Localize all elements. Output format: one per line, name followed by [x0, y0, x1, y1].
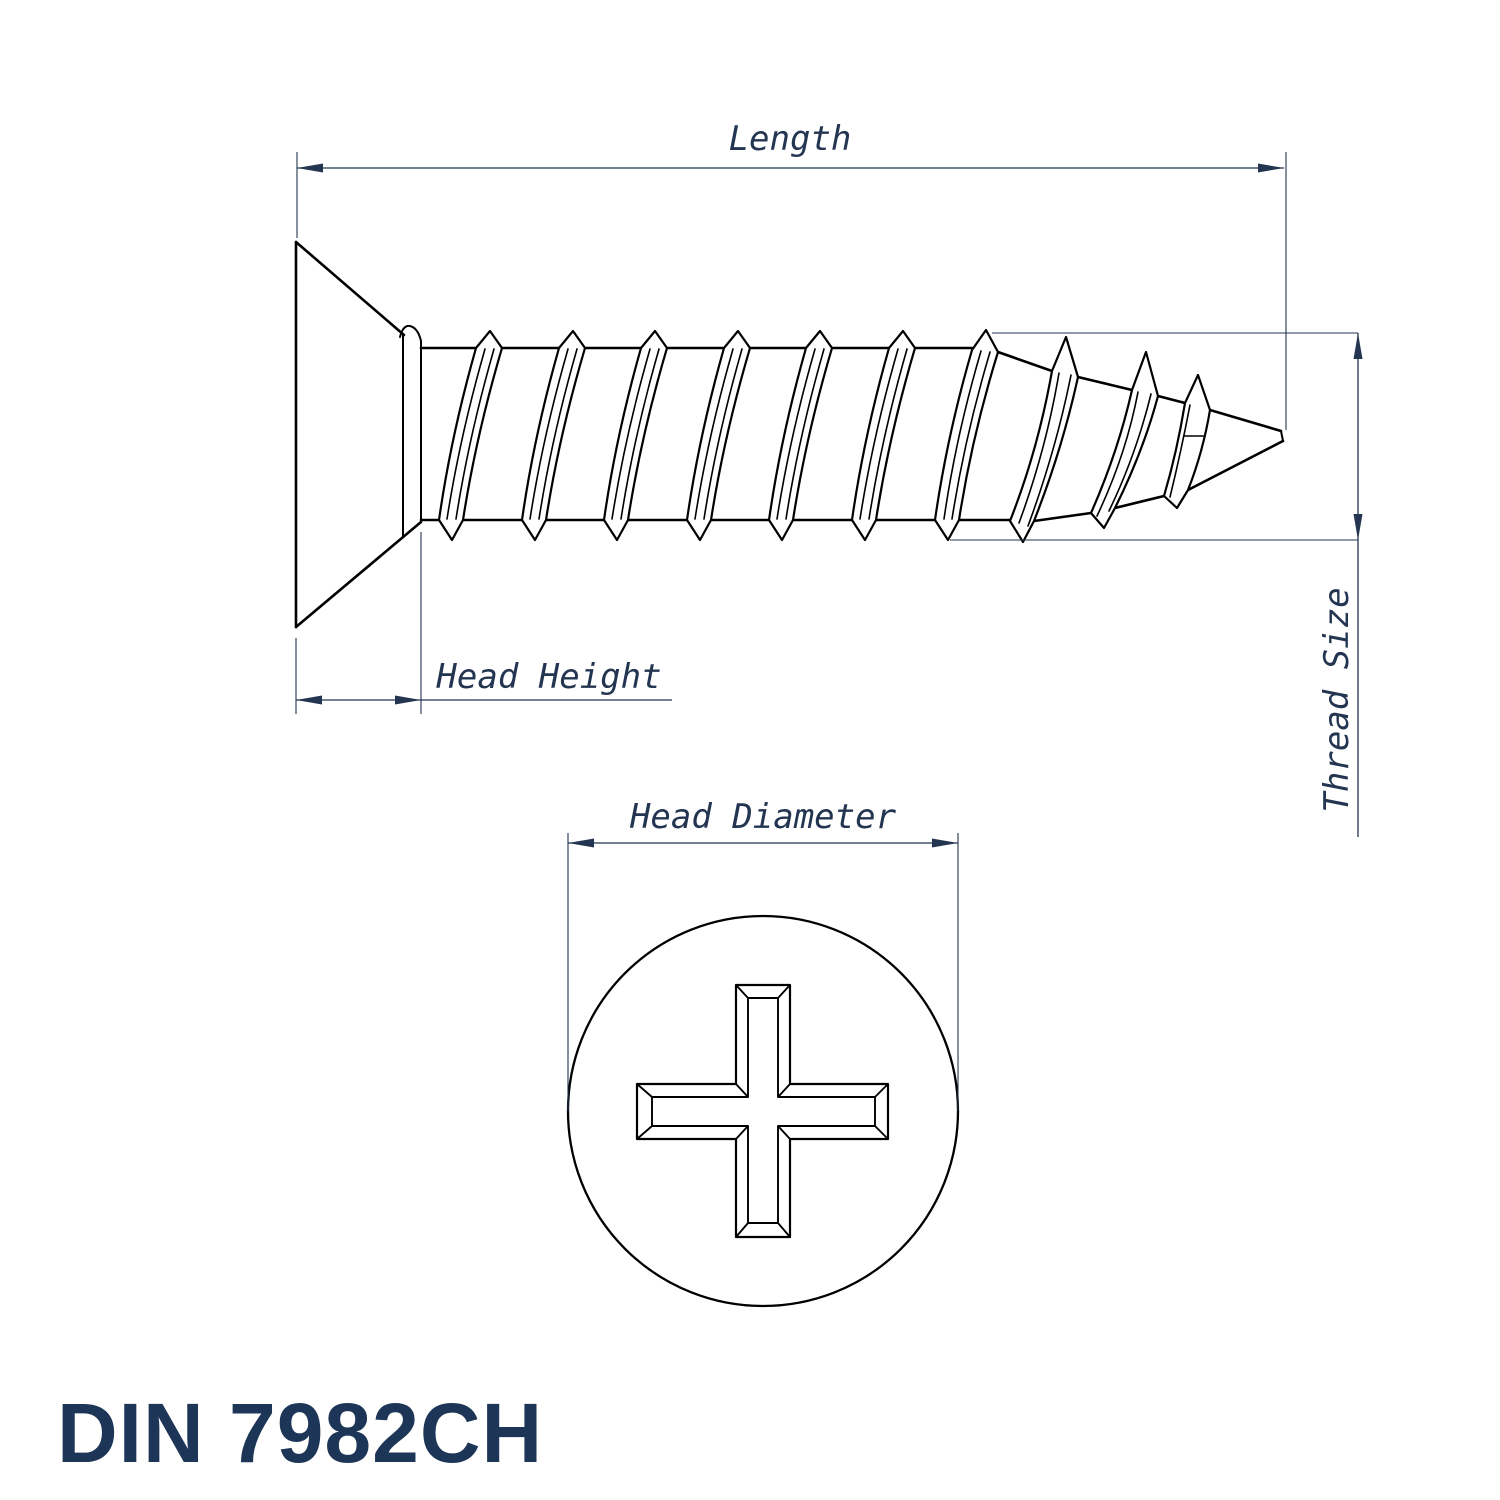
page-title: DIN 7982CH	[57, 1386, 544, 1480]
arrow-right-icon	[395, 696, 421, 705]
arrow-up-icon	[1354, 333, 1363, 359]
thread-ridge	[935, 330, 998, 540]
arrow-left-icon	[568, 839, 594, 848]
arrow-right-icon	[932, 839, 958, 848]
screw-head-outline	[296, 242, 421, 627]
thread-ridge	[1091, 352, 1158, 528]
head-circle	[568, 916, 958, 1306]
arrow-down-icon	[1354, 514, 1363, 540]
head-diameter-label: Head Diameter	[629, 797, 897, 837]
phillips-recess-inner	[652, 998, 875, 1223]
thread-size-label: Thread Size	[1317, 587, 1357, 813]
phillips-recess-bevels	[637, 985, 888, 1237]
arrow-right-icon	[1258, 164, 1284, 173]
dimensions	[296, 152, 1358, 1111]
tip-point-edge	[1281, 431, 1283, 441]
screw-side-view	[296, 242, 1283, 627]
phillips-recess-outer	[637, 985, 888, 1237]
head-top-slope	[296, 242, 404, 335]
head-bottom-slope	[296, 522, 421, 627]
screw-top-view	[568, 916, 958, 1306]
head-height-label: Head Height	[436, 657, 662, 697]
thread-ridge	[1164, 375, 1210, 508]
length-label: Length	[728, 119, 852, 159]
arrow-left-icon	[297, 164, 323, 173]
arrow-left-icon	[296, 696, 322, 705]
dimension-labels	[435, 119, 1357, 837]
tip-bottom-taper	[1034, 441, 1283, 521]
